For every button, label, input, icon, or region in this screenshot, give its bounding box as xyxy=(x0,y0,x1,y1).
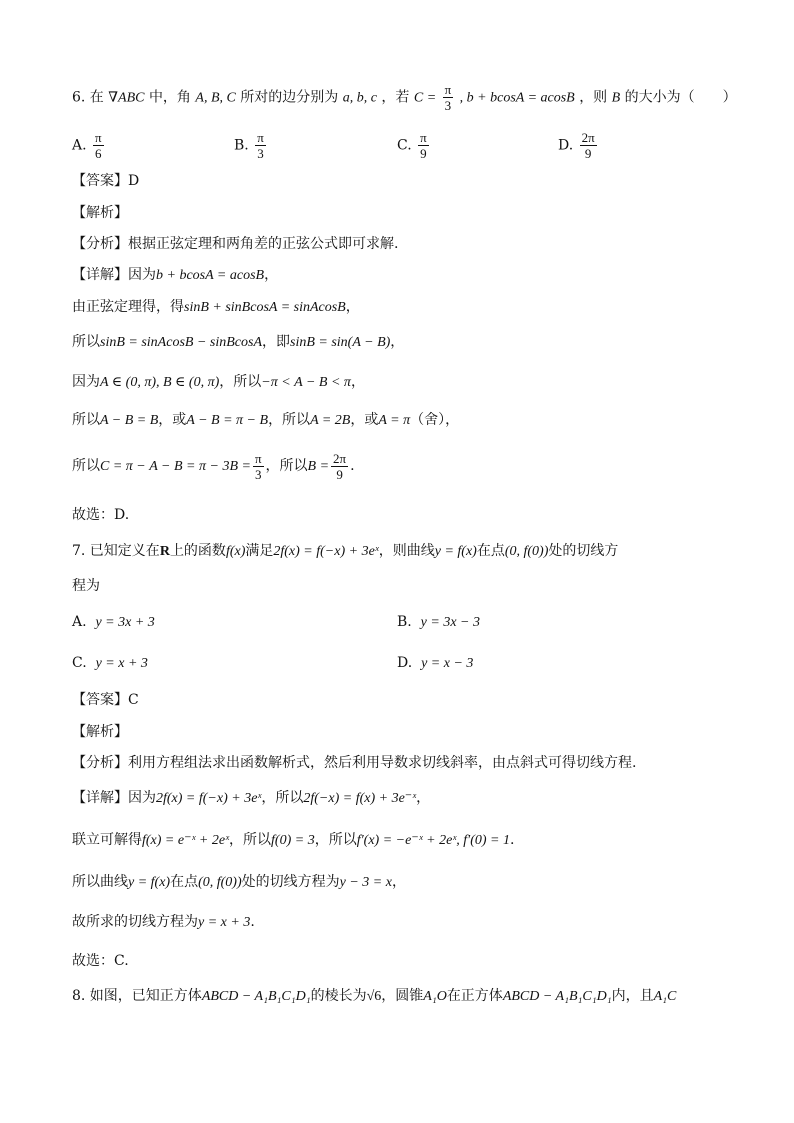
q7-math: y = f(x) xyxy=(434,544,477,559)
detail-text: 处的切线方程为 xyxy=(241,874,340,890)
q6-option-b[interactable] xyxy=(234,130,268,161)
fraction-numerator: π xyxy=(444,82,452,97)
q7-stem-line-2: 程为 xyxy=(72,578,100,594)
option-letter: A. xyxy=(72,614,87,630)
q6-condition: C = xyxy=(413,90,437,106)
detail-math: B = xyxy=(307,459,330,474)
detail-text: 所以曲线 xyxy=(72,874,128,890)
detail-math: f′(x) = −e⁻ˣ + 2eˣ, f′(0) = 1 xyxy=(356,833,510,848)
q7-math: (0, f(0)) xyxy=(504,544,549,559)
detail-text: ， xyxy=(350,374,365,390)
detail-math: (0, f(0)) xyxy=(198,875,242,890)
q6-condition-fraction xyxy=(443,82,454,113)
q7-option-b[interactable] xyxy=(397,612,480,633)
q6-stem-text: 中，角 xyxy=(148,89,191,106)
q7-stem-text: 7. 已知定义在 xyxy=(72,543,160,559)
option-letter: A. xyxy=(72,137,87,154)
q7-option-d[interactable] xyxy=(397,653,473,674)
fraction-denominator: 3 xyxy=(257,146,264,161)
option-expression: y = x − 3 xyxy=(421,656,474,671)
q8-math: √6 xyxy=(366,989,382,1004)
detail-math: y = f(x) xyxy=(128,875,171,890)
q6-stem-text: 所对的边分别为 xyxy=(240,89,339,106)
q7-math: 2f(x) = f(−x) + 3eˣ xyxy=(273,544,379,559)
q8-math: ABCD − A₁B₁C₁D₁ xyxy=(502,989,612,1004)
option-expression: y = x + 3 xyxy=(95,656,148,671)
q7-option-c[interactable] xyxy=(72,653,148,674)
detail-math: b + bcosA = acosB xyxy=(156,268,265,283)
fraction-denominator: 9 xyxy=(336,466,343,482)
fraction-denominator: 3 xyxy=(254,466,262,482)
q8-stem-text: 在正方体 xyxy=(446,988,503,1004)
detail-text: ，所以 xyxy=(265,458,308,474)
q7-math: f(x) xyxy=(225,544,246,559)
detail-math: A = 2B xyxy=(310,413,351,428)
q6-option-c[interactable] xyxy=(397,130,431,161)
detail-math: A ∈ (0, π), B ∈ (0, π) xyxy=(100,375,220,390)
q7-analysis-summary: 【分析】利用方程组法求出函数解析式，然后利用导数求切线斜率，由点斜式可得切线方程. xyxy=(72,755,637,771)
option-expression: y = 3x − 3 xyxy=(420,615,480,630)
detail-text: ， xyxy=(390,334,405,350)
q6-choose: 故选：D. xyxy=(72,507,130,523)
option-letter: B. xyxy=(234,137,249,154)
q6-variable: B xyxy=(611,90,621,106)
detail-math: 2f(−x) = f(x) + 3e⁻ˣ xyxy=(303,791,417,806)
detail-text: ， xyxy=(391,874,406,890)
option-letter: B. xyxy=(397,614,412,630)
fraction-denominator: 9 xyxy=(420,146,427,161)
detail-math: A − B = B xyxy=(100,413,159,428)
q6-stem-text: ，若 xyxy=(381,89,410,106)
q6-stem-text: 6. 在 xyxy=(72,89,104,106)
detail-text: ，所以 xyxy=(268,412,311,428)
q6-detail-line-2 xyxy=(72,297,360,318)
detail-fraction xyxy=(253,451,264,482)
q6-detail-line-6 xyxy=(72,448,355,485)
option-fraction xyxy=(255,130,266,161)
option-letter: D. xyxy=(397,655,413,671)
fraction-numerator: π xyxy=(95,130,102,145)
detail-math: sinB + sinBcosA = sinAcosB xyxy=(184,300,346,315)
q7-detail-line-4 xyxy=(72,912,255,933)
q8-stem-text: 内，且 xyxy=(611,988,654,1004)
q6-stem-text: ，则 xyxy=(579,89,608,106)
detail-math: C = π − A − B = π − 3B = xyxy=(100,459,251,474)
q6-detail-line-1 xyxy=(72,265,278,286)
q8-stem-text: 的棱长为 xyxy=(310,988,367,1004)
q6-sides: a, b, c xyxy=(342,90,377,106)
option-letter: C. xyxy=(72,655,87,671)
q7-stem-text: 处的切线方 xyxy=(548,543,619,559)
q6-answer: 【答案】D xyxy=(72,173,140,189)
fraction-denominator: 6 xyxy=(95,146,102,161)
fraction-numerator: π xyxy=(420,130,427,145)
q6-analysis-head: 【解析】 xyxy=(72,205,128,221)
detail-text: ， xyxy=(264,267,279,283)
q6-angles: A, B, C xyxy=(195,90,236,106)
q8-math: ABCD − A₁B₁C₁D₁ xyxy=(201,989,311,1004)
detail-text: ，所以 xyxy=(229,832,272,848)
detail-text: ， xyxy=(416,790,431,806)
q8-math: A₁O xyxy=(423,989,447,1004)
detail-text: （舍）， xyxy=(410,412,460,428)
detail-text: ，所以 xyxy=(261,790,304,806)
detail-math: 2f(x) = f(−x) + 3eˣ xyxy=(156,791,262,806)
detail-text: . xyxy=(510,832,515,848)
detail-math: sinB = sinAcosB − sinBcosA xyxy=(100,335,262,350)
q7-stem-text: 在点 xyxy=(476,543,505,559)
detail-math: A = π xyxy=(378,413,411,428)
q6-stem-text: 的大小为（ ） xyxy=(624,89,737,106)
q6-analysis-summary: 【分析】根据正弦定理和两角差的正弦公式即可求解. xyxy=(72,236,399,252)
detail-text: 故所求的切线方程为 xyxy=(72,914,198,930)
option-letter: D. xyxy=(558,137,574,154)
detail-text: ，所以 xyxy=(314,832,357,848)
detail-text: ，所以 xyxy=(219,374,262,390)
q7-stem-text: 上的函数 xyxy=(169,543,226,559)
detail-math: f(x) = e⁻ˣ + 2eˣ xyxy=(142,833,230,848)
detail-text: 因为 xyxy=(72,374,100,390)
q8-math: A₁C xyxy=(653,989,677,1004)
option-fraction xyxy=(93,130,104,161)
detail-math: −π < A − B < π xyxy=(261,375,351,390)
detail-text: 【详解】因为 xyxy=(72,790,156,806)
q7-stem-text: 满足 xyxy=(245,543,274,559)
q6-triangle: ∇ABC xyxy=(108,90,145,106)
detail-text: 所以 xyxy=(72,458,100,474)
fraction-denominator: 3 xyxy=(444,98,452,113)
detail-text: ，或 xyxy=(158,412,187,428)
detail-text: 联立可解得 xyxy=(72,832,142,848)
fraction-denominator: 9 xyxy=(584,146,592,161)
q8-stem-text: ，圆锥 xyxy=(381,988,424,1004)
q6-detail-line-4 xyxy=(72,372,365,393)
q7-detail-line-1 xyxy=(72,788,430,809)
q7-analysis-head: 【解析】 xyxy=(72,724,128,740)
q6-detail-line-3 xyxy=(72,332,404,353)
fraction-numerator: π xyxy=(254,450,262,466)
fraction-numerator: π xyxy=(257,130,264,145)
detail-text: . xyxy=(350,458,355,474)
q6-detail-line-5 xyxy=(72,410,459,431)
option-expression: y = 3x + 3 xyxy=(95,615,155,630)
q7-answer: 【答案】C xyxy=(72,692,139,708)
detail-text: 所以 xyxy=(72,334,100,350)
q6-option-a[interactable] xyxy=(72,130,106,161)
q7-stem-line-1 xyxy=(72,541,618,562)
q7-stem-text: ，则曲线 xyxy=(378,543,435,559)
detail-math: y − 3 = x xyxy=(339,875,392,890)
detail-text: 所以 xyxy=(72,412,100,428)
fraction-numerator: 2π xyxy=(581,130,595,145)
option-letter: C. xyxy=(397,137,412,154)
q7-choose: 故选：C. xyxy=(72,953,129,969)
q7-detail-line-3 xyxy=(72,872,406,893)
detail-math: y = x + 3 xyxy=(198,915,251,930)
detail-text: ，即 xyxy=(262,334,290,350)
q8-stem-text: 8. 如图，已知正方体 xyxy=(72,988,202,1004)
detail-text: ，或 xyxy=(350,412,379,428)
fraction-numerator: 2π xyxy=(333,450,347,466)
detail-text: 在点 xyxy=(170,874,199,890)
option-fraction xyxy=(580,130,597,161)
detail-math: sinB = sin(A − B) xyxy=(290,335,391,350)
q7-detail-line-2 xyxy=(72,830,514,851)
option-fraction xyxy=(418,130,429,161)
q7-set-r: R xyxy=(159,544,170,559)
q7-option-a[interactable] xyxy=(72,612,155,633)
q8-stem-line-1 xyxy=(72,986,676,1007)
detail-fraction xyxy=(331,451,348,482)
detail-text: . xyxy=(250,914,255,930)
detail-text: 由正弦定理得，得 xyxy=(72,299,184,315)
detail-math: f(0) = 3 xyxy=(271,833,315,848)
detail-text: 【详解】因为 xyxy=(72,267,156,283)
detail-text: ， xyxy=(345,299,360,315)
q6-condition: , b + bcosA = acosB xyxy=(459,90,575,106)
q6-stem xyxy=(72,82,737,113)
detail-math: A − B = π − B xyxy=(186,413,269,428)
q6-option-d[interactable] xyxy=(558,130,599,161)
